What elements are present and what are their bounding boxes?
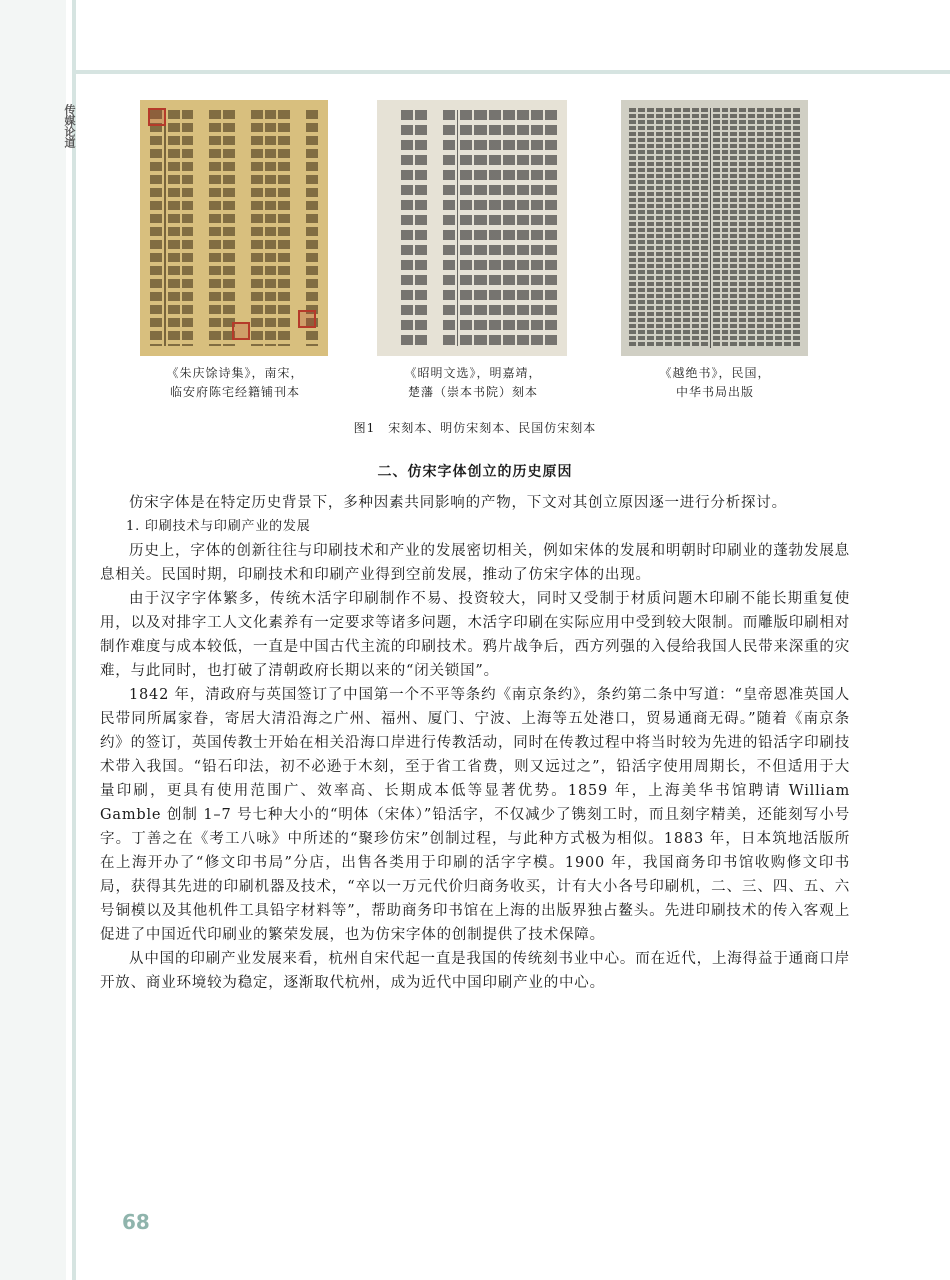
caption-line: 中华书局出版 xyxy=(675,385,754,399)
caption-line: 楚藩（崇本书院）刻本 xyxy=(407,385,538,399)
article-body xyxy=(100,491,850,995)
header-rule xyxy=(72,70,950,74)
caption-line: 《越绝书》，民国， xyxy=(659,366,771,380)
figure-caption-2 xyxy=(362,364,584,402)
caption-line: 临安府陈宅经籍铺刊本 xyxy=(169,385,300,399)
figure-caption-1 xyxy=(120,364,350,402)
paragraph: 1842 年，清政府与英国签订了中国第一个不平等条约《南京条约》，条约第二条中写道：“皇帝恩准英国人民带同所属家眷，寄居大清沿海之广州、福州、厦门、宁波、上海等五处港口，贸易通商无碍。”随着《南京条约》的签订，英国传教士开始在相关沿海口岸进行传教活动，同时在传教过程中将当时较为先进的铅活字印刷技术带入我国。“铅石印法，初不必逊于木刻，至于省工省费，则又远过之”，铅活字使用周期长，不但适用于大量印刷，更具有使用范围广、效率高、长期成本低等显著优势。1859 年，上海美华书馆聘请 William Gamble 创制 1–7 号七种大小的“明体（宋体）”铅活字，不仅减少了镌刻工时，而且刻字精美，还能刻写小号字。丁善之在《考工八咏》中所述的“聚珍仿宋”创制过程，与此种方式极为相似。1883 年，日本筑地活版所在上海开办了“修文印书局”分店，出售各类用于印刷的活字字模。1900 年，我国商务印书馆收购修文印书局，获得其先进的印刷机器及技术，“卒以一万元代价归商务收买，计有大小各号印刷机，二、三、四、五、六号铜模以及其他机件工具铅字材料等”，帮助商务印书馆在上海的出版界独占鳌头。先进印刷技术的传入客观上促进了中国近代印刷业的繁荣发展，也为仿宋字体的创制提供了技术保障。 xyxy=(100,687,850,943)
figure-image-song-edition xyxy=(140,100,328,356)
figure-title: 图1 宋刻本、明仿宋刻本、民国仿宋刻本 xyxy=(353,421,597,435)
seal-stamp xyxy=(298,310,316,328)
seal-stamp xyxy=(232,322,250,340)
caption-line: 《昭明文选》，明嘉靖， xyxy=(404,366,542,380)
figure-image-ming-edition xyxy=(377,100,567,356)
page-number: 68 xyxy=(122,1210,150,1234)
figure-image-republic-edition xyxy=(621,100,808,356)
paragraph: 从中国的印刷产业发展来看，杭州自宋代起一直是我国的传统刻书业中心。而在近代，上海得益于通商口岸开放、商业环境较为稳定，逐渐取代杭州，成为近代中国印刷产业的中心。 xyxy=(100,951,850,991)
margin-band xyxy=(0,0,66,1280)
section-heading: 二、仿宋字体创立的历史原因 xyxy=(377,464,573,480)
subsection-heading: 1. 印刷技术与印刷产业的发展 xyxy=(126,519,311,534)
paragraph: 由于汉字字体繁多，传统木活字印刷制作不易、投资较大，同时又受制于材质问题木印刷不能长期重复使用，以及对排字工人文化素养有一定要求等诸多问题，木活字印刷在实际应用中受到较大限制。而雕版印刷相对制作难度与成本较低，一直是中国古代主流的印刷技术。鸦片战争后，西方列强的入侵给我国人民带来深重的灾难，与此同时，也打破了清朝政府长期以来的“闭关锁国”。 xyxy=(100,591,850,679)
paragraph: 仿宋字体是在特定历史背景下，多种因素共同影响的产物，下文对其创立原因逐一进行分析探讨。 xyxy=(129,495,787,511)
paragraph: 历史上，字体的创新往往与印刷技术和产业的发展密切相关，例如宋体的发展和明朝时印刷业的蓬勃发展息息相关。民国时期，印刷技术和印刷产业得到空前发展，推动了仿宋字体的出现。 xyxy=(100,543,850,583)
journal-section-tag: 传媒论道 xyxy=(63,104,76,148)
figure-caption-3 xyxy=(600,364,830,402)
margin-rule xyxy=(72,0,76,1280)
caption-line: 《朱庆馀诗集》，南宋， xyxy=(166,366,304,380)
seal-stamp xyxy=(148,108,166,126)
